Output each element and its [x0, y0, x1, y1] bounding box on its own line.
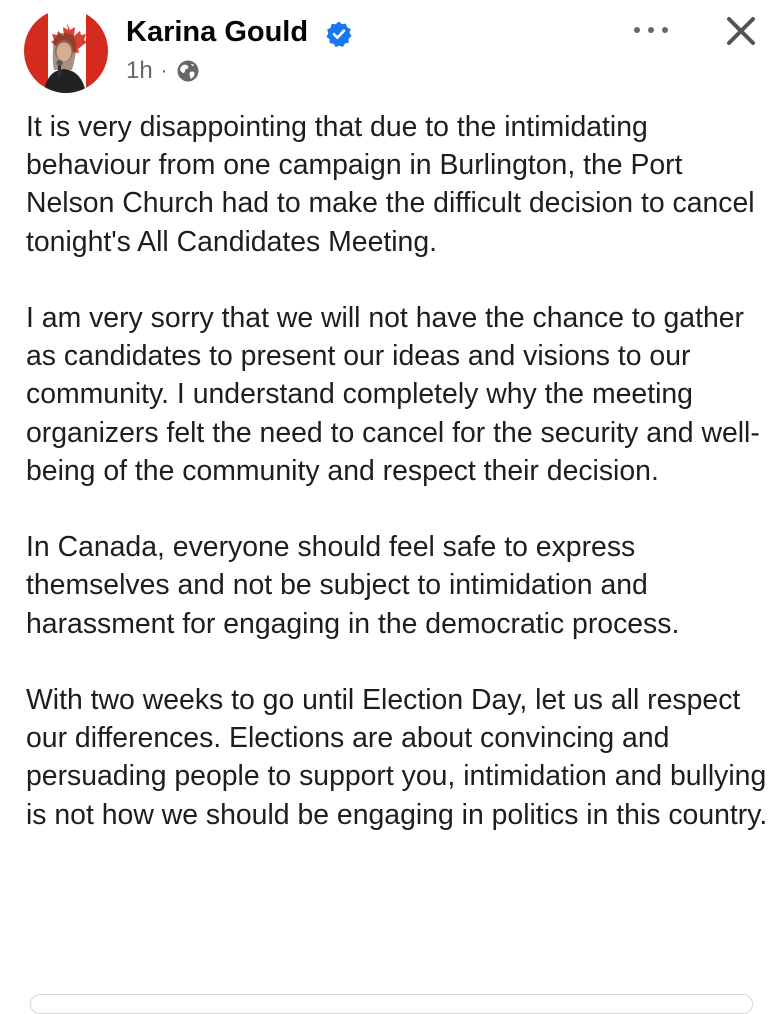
more-options-icon	[648, 27, 654, 33]
author-name[interactable]: Karina Gould	[126, 16, 309, 48]
close-icon	[729, 19, 753, 43]
post-text	[26, 108, 776, 872]
post-paragraph: I am very sorry that we will not have the chance to gather as candidates to present our ideas and visions to our community. I understand completely why the meeting organizers felt the need to cancel for the security and well-being of the community and respect their decision.	[26, 302, 760, 487]
post-timestamp[interactable]: 1h	[126, 57, 153, 84]
author-avatar[interactable]	[24, 9, 108, 93]
post-paragraph: It is very disappointing that due to the intimidating behaviour from one campaign in Burlington, the Port Nelson Church had to make the difficult decision to cancel tonight's All Candidates Meeting.	[26, 111, 755, 258]
post-paragraph: In Canada, everyone should feel safe to express themselves and not be subject to intimidation and harassment for engaging in the democratic process.	[26, 531, 680, 640]
post-paragraph: With two weeks to go until Election Day, let us all respect our differences. Elections are about convincing and persuading people to support you, intimidation and bullying is not how we should be engaging in politics in this country.	[26, 684, 768, 831]
more-options-icon	[634, 27, 640, 33]
meta-separator: ·	[160, 59, 168, 82]
more-options-button[interactable]	[626, 14, 676, 44]
next-section-edge	[30, 994, 753, 1014]
avatar-image	[24, 9, 108, 93]
post-meta	[126, 56, 200, 86]
verified-badge-icon	[325, 20, 353, 48]
close-button[interactable]	[718, 8, 764, 54]
globe-icon	[176, 59, 200, 83]
more-options-icon	[662, 27, 668, 33]
